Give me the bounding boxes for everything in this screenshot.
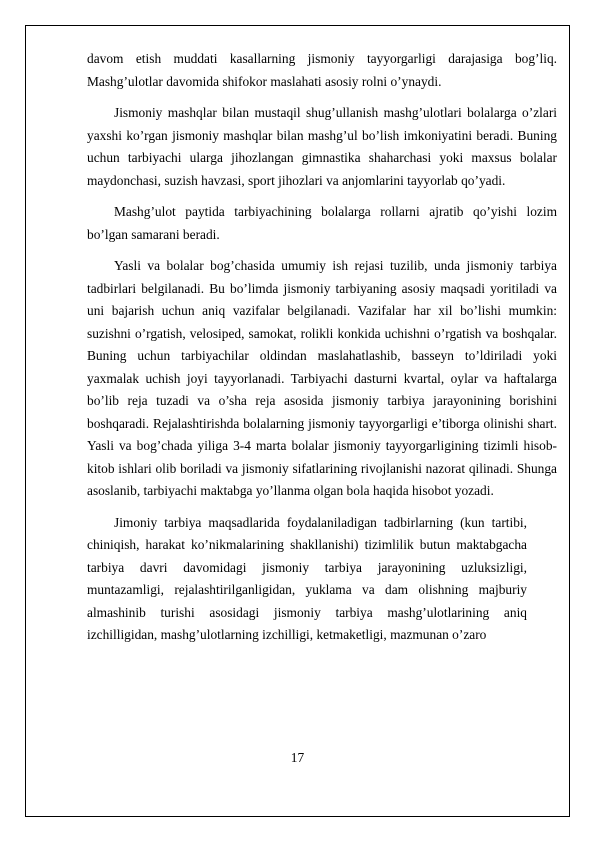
page-number: 17: [290, 750, 305, 765]
paragraph-2: Jismoniy mashqlar bilan mustaqil shug’ullanish mashg’ulotlari bolalarga o’zlari yaxshi ko’rgan jismoniy mashqlar bilan mashg’ul bo’lish imkoniyatini beradi. Buning uchun tarbiyachi ularga jihozlangan gimnastika shaharchasi yoki maxsus bolalar maydonchasi, suzish havzasi, sport jihozlari va anjomlarini tayyorlab qo’yadi.: [87, 105, 557, 188]
paragraph-5: Jimoniy tarbiya maqsadlarida foydalaniladigan tadbirlarning (kun tartibi, chiniqish, harakat ko’nikmalarining shakllanishi) tizimlilik butun maktabgacha tarbiya davri davomidagi jismoniy tarbiya jarayonining uzluksizligi, muntazamligi, rejalashtirilganligidan, yuklama va dam olishning majburiy almashinib turishi asosidagi jismoniy tarbiya mashg’ulotlarining aniq izchilligidan, mashg’ulotlarning izchilligi, ketmaketligi, mazmunan o’zaro: [87, 514, 527, 642]
paragraph-3: Mashg’ulot paytida tarbiyachining bolalarga rollarni ajratib qo’yishi lozim bo’lgan samarani beradi.: [87, 204, 557, 242]
paragraph-1: davom etish muddati kasallarning jismoniy tayyorgarligi darajasiga bog’liq. Mashg’ulotlar davomida shifokor maslahati asosiy rolni o’ynaydi.: [87, 51, 557, 89]
document-body: [87, 48, 557, 656]
paragraph-4: Yasli va bolalar bog’chasida umumiy ish rejasi tuzilib, unda jismoniy tarbiya tadbirlari belgilanadi. Bu bo’limda jismoniy tarbiyaning asosiy maqsadi yoritiladi va uni bajarish uchun aniq vazifalar belgilanadi. Vazifalar har xil bo’lishi mumkin: suzishni o’rgatish, velosiped, samokat, rolikli konkida uchishni o’rgatish va boshqalar. Buning uchun tarbiyachilar oldindan maslahatlashib, basseyn to’ldiriladi yoki yaxmalak uchish joyi tayyorlanadi. Tarbiyachi dasturni kvartal, oylar va haftalarga bo’lib reja tuzadi va o’sha reja asosida jismoniy tarbiya jarayonining borishini boshqaradi. Rejalashtirishda bolalarning jismoniy tayyorgarligi e’tiborga olinishi shart. Yasli va bog’chada yiliga 3-4 marta bolalar jismoniy tayyorgarligining tizimli hisob-kitob ishlari olib boriladi va jismoniy sifatlarining rivojlanishi nazorat qilinadi. Shunga asoslanib, tarbiyachi maktabga yo’llanma olgan bola haqida hisobot yozadi.: [87, 258, 557, 498]
